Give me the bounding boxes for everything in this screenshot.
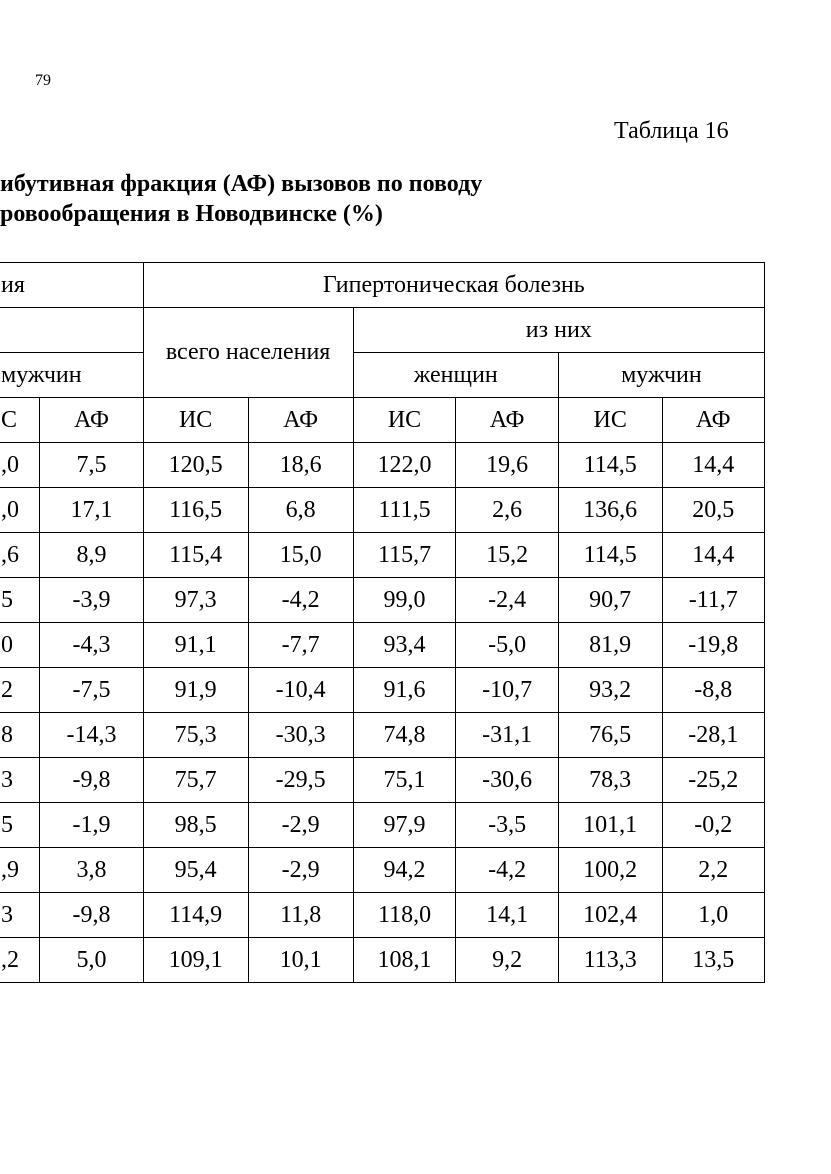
table-cell: 114,5 [558,443,662,488]
table-cell: 74,8 [353,713,456,758]
page-number: 79 [35,72,51,89]
table-cell: 100,2 [558,848,662,893]
table-cell: -5,0 [456,623,558,668]
table-cell: -7,7 [248,623,353,668]
men-left-header: мужчин [0,353,143,398]
table-cell: 109,1 [143,938,248,983]
table-cell: 3,8 [40,848,143,893]
table-cell: ,6 [0,533,40,578]
table-cell: ,0 [0,443,40,488]
group-left-header: ия [0,263,143,308]
table-cell: -29,5 [248,758,353,803]
table-cell: 5 [0,803,40,848]
header-row-3 [0,353,765,398]
table-row [0,713,765,758]
table-cell: 95,4 [143,848,248,893]
table-cell: 8,9 [40,533,143,578]
table-cell: 75,7 [143,758,248,803]
table-cell: 93,4 [353,623,456,668]
table-cell: 18,6 [248,443,353,488]
table-cell: 14,1 [456,893,558,938]
table-cell: -2,9 [248,803,353,848]
header-row-2 [0,308,765,353]
women-header: женщин [353,353,558,398]
table-cell: 118,0 [353,893,456,938]
table-row [0,803,765,848]
table-cell: 7,5 [40,443,143,488]
table-cell: 6,8 [248,488,353,533]
table-cell: 115,7 [353,533,456,578]
table-cell: -11,7 [662,578,764,623]
table-cell: -9,8 [40,758,143,803]
table-cell: -30,6 [456,758,558,803]
table-cell: 3 [0,758,40,803]
table-row [0,443,765,488]
table-cell: -1,9 [40,803,143,848]
table-cell: -9,8 [40,893,143,938]
table-body [0,443,765,983]
table-cell: -25,2 [662,758,764,803]
table-row [0,893,765,938]
table-cell: 14,4 [662,533,764,578]
table-cell: 93,2 [558,668,662,713]
table-title-line-1: ибутивная фракция (АФ) вызовов по поводу [0,171,483,197]
table-row [0,533,765,578]
table-cell: 81,9 [558,623,662,668]
table-cell: 98,5 [143,803,248,848]
table-row [0,848,765,893]
table-cell: 75,3 [143,713,248,758]
table-cell: 122,0 [353,443,456,488]
table-cell: 120,5 [143,443,248,488]
table-cell: 5,0 [40,938,143,983]
table-row [0,623,765,668]
of-them-header: из них [353,308,764,353]
table-cell: 11,8 [248,893,353,938]
table-cell: 75,1 [353,758,456,803]
table-cell: 20,5 [662,488,764,533]
table-cell: -3,9 [40,578,143,623]
table-cell: 3 [0,893,40,938]
table-row [0,758,765,803]
table-title [0,169,482,229]
table-cell: 114,5 [558,533,662,578]
table-cell: 91,1 [143,623,248,668]
table-cell: -7,5 [40,668,143,713]
column-header-6: АФ [456,398,558,443]
hypertension-header: Гипертоническая болезнь [143,263,764,308]
column-header-5: ИС [353,398,456,443]
table-cell: 2,6 [456,488,558,533]
table-cell: -8,8 [662,668,764,713]
table-cell: 5 [0,578,40,623]
table-cell: -2,9 [248,848,353,893]
table-cell: 91,6 [353,668,456,713]
table-cell: 14,4 [662,443,764,488]
table-cell: 97,3 [143,578,248,623]
table-cell: 2,2 [662,848,764,893]
total-population-header: всего населения [143,308,353,398]
table-cell: 115,4 [143,533,248,578]
column-header-2: АФ [40,398,143,443]
table-cell: -0,2 [662,803,764,848]
table-cell: 2 [0,668,40,713]
table-title-line-2: ровообращения в Новодвинске (%) [0,201,383,227]
column-header-1: С [0,398,40,443]
table-cell: -30,3 [248,713,353,758]
table-cell: 94,2 [353,848,456,893]
table-cell: ,9 [0,848,40,893]
table-row [0,938,765,983]
table-cell: -4,3 [40,623,143,668]
column-header-3: ИС [143,398,248,443]
men-right-header: мужчин [558,353,764,398]
table-cell: -31,1 [456,713,558,758]
table-cell: -28,1 [662,713,764,758]
table-cell: 15,2 [456,533,558,578]
table-cell: -2,4 [456,578,558,623]
table-cell: 113,3 [558,938,662,983]
header-row-1 [0,263,765,308]
table-row [0,578,765,623]
table-cell: 101,1 [558,803,662,848]
empty-header-cell [0,308,143,353]
table-cell: 91,9 [143,668,248,713]
table-cell: 90,7 [558,578,662,623]
table-cell: 102,4 [558,893,662,938]
table-cell: 114,9 [143,893,248,938]
column-header-8: АФ [662,398,764,443]
table-cell: -4,2 [248,578,353,623]
table-cell: ,2 [0,938,40,983]
table-cell: -10,4 [248,668,353,713]
table-cell: 10,1 [248,938,353,983]
column-header-row [0,398,765,443]
table-cell: 97,9 [353,803,456,848]
table-cell: 116,5 [143,488,248,533]
data-table [0,262,765,983]
table-cell: 19,6 [456,443,558,488]
table-cell: 99,0 [353,578,456,623]
table-row [0,488,765,533]
table-cell: -10,7 [456,668,558,713]
table-cell: -3,5 [456,803,558,848]
column-header-7: ИС [558,398,662,443]
table-label: Таблица 16 [614,118,729,144]
table-cell: 76,5 [558,713,662,758]
table-cell: 108,1 [353,938,456,983]
column-header-4: АФ [248,398,353,443]
table-cell: 8 [0,713,40,758]
table-cell: -14,3 [40,713,143,758]
table-cell: 17,1 [40,488,143,533]
table-cell: 136,6 [558,488,662,533]
table-cell: 0 [0,623,40,668]
table-header [0,263,765,443]
table-cell: -19,8 [662,623,764,668]
table-cell: 13,5 [662,938,764,983]
table-cell: 111,5 [353,488,456,533]
table-row [0,668,765,713]
table-cell: 1,0 [662,893,764,938]
table-cell: 15,0 [248,533,353,578]
table-cell: 9,2 [456,938,558,983]
table-cell: ,0 [0,488,40,533]
table-cell: 78,3 [558,758,662,803]
table-cell: -4,2 [456,848,558,893]
